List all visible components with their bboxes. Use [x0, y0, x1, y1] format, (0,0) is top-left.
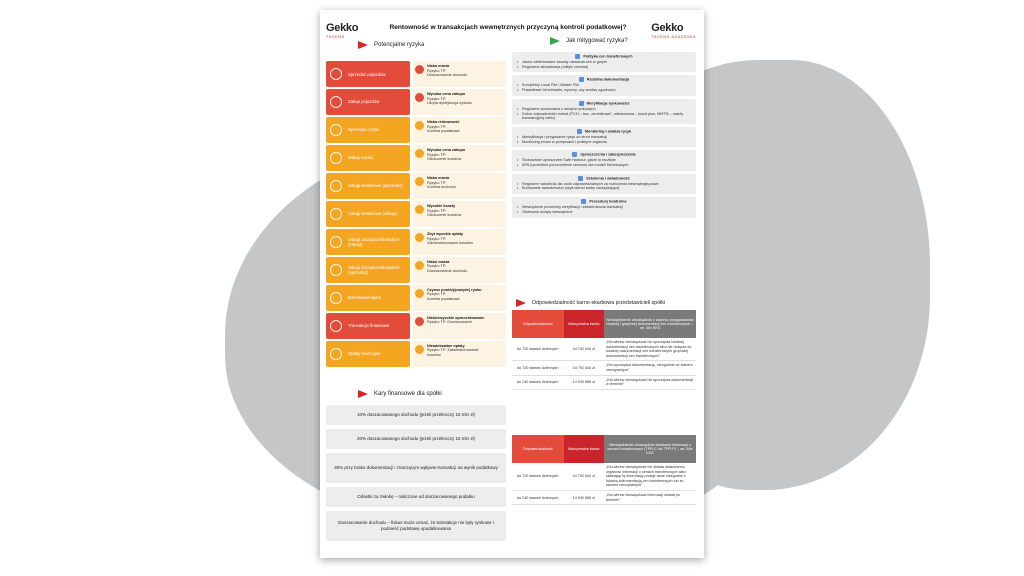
risk-category-label: Dzierżawa/najem — [348, 295, 381, 301]
risk-description — [413, 341, 506, 367]
mitigation-box — [512, 52, 696, 72]
table-row — [512, 375, 696, 389]
mitigation-item: • Prawidłowe benchmarki, wyceny, czy analizy zgodności — [517, 88, 691, 93]
risk-line: Ryzyko TP: — [427, 236, 447, 241]
mitigation-item: • Monitoring zmian w przepisach i praktyce organów — [517, 140, 691, 145]
mitigation-item: • Kompletny Local File i Master File — [517, 83, 691, 88]
mitigation-item: • Jasno zdefiniowane zasady ustalania cen w grupie — [517, 60, 691, 65]
penalties-heading — [358, 390, 442, 398]
risk-line: Ryzyko TP: — [427, 96, 447, 101]
table-cell: „Kto wbrew obowiązkowi nie składa właściwemu organowi informacji o cenach transferowych albo składając tę informację podaje dane niezgodne z lokalną dokumentacją cen transferowych lub ze stanem rzeczywistym" — [604, 463, 696, 490]
table-header-cell: Niedopełnienie obowiązków składania informacji o cenach transferowych (TPR-C lub TPR-P) – art. 80e KKS — [604, 435, 696, 463]
risk-category — [326, 341, 410, 367]
table-row — [512, 490, 696, 504]
mitigation-title — [517, 199, 691, 204]
risk-text — [427, 341, 479, 367]
risk-line: Ryzyko TP: Doszacowanie — [427, 320, 473, 325]
mitigation-title-label: Polityka cen transferowych — [583, 54, 633, 59]
mitigation-box — [512, 150, 696, 170]
risk-category — [326, 229, 410, 255]
logo-right-sub: TAXENS AKADEMIA — [651, 34, 696, 39]
mitigation-icon — [578, 176, 583, 181]
mitigation-title-label: Rzetelna dokumentacja — [586, 77, 630, 82]
mitigation-title-label: Weryfikacja rynkowości — [586, 101, 630, 106]
risk-category-label: Usługi zarządcze/doradcze (zakup) — [348, 236, 400, 247]
mitigation-heading — [550, 37, 628, 45]
risk-row — [326, 89, 506, 116]
risk-category — [326, 117, 410, 143]
risk-text — [427, 117, 460, 143]
risk-alert-icon — [415, 289, 424, 298]
risk-title: Nisko marża — [427, 259, 450, 264]
risk-row — [326, 201, 506, 228]
risk-description — [413, 173, 506, 199]
risk-line: Odrzucenie kosztów — [427, 213, 462, 218]
risk-text — [427, 229, 473, 255]
steering-wheel-icon — [330, 96, 342, 108]
risk-row — [326, 145, 506, 172]
car-icon — [330, 68, 342, 80]
risk-row — [326, 117, 506, 144]
risk-category — [326, 145, 410, 171]
table-cell: 14 930 880 zł — [564, 490, 604, 504]
risk-description — [413, 117, 506, 143]
risk-line: Ryzyko TP: — [427, 180, 447, 185]
table-header-row — [512, 310, 696, 338]
liability-heading — [516, 299, 665, 307]
mitigation-title — [517, 152, 691, 157]
risk-category — [326, 257, 410, 283]
risk-description — [413, 201, 506, 227]
table-cell: „Kto sporządza dokumentację, niezgodnie ze stanem rzeczywistym" — [604, 361, 696, 375]
risk-category-label: Sprzedaż części — [348, 127, 380, 133]
arrow-icon — [358, 390, 368, 398]
table-cell: 44 792 640 zł — [564, 338, 604, 361]
risk-description — [413, 61, 506, 87]
table-cell: „Kto wbrew obowiązkowi nie sporządza lokalnej dokumentacji cen transferowych albo nie dołącza do lokalnej dokumentacji cen transferowych grupowej dokumentacji cen transferowych" — [604, 338, 696, 361]
mitigation-title — [517, 101, 691, 106]
table-row — [512, 361, 696, 375]
risk-title: Wysoka cena zakupu — [427, 147, 466, 152]
risk-row — [326, 341, 506, 368]
mitigation-icon — [579, 77, 584, 82]
risk-description — [413, 145, 506, 171]
logo-left-sub: TAXENS — [326, 34, 345, 39]
gear-icon — [330, 124, 342, 136]
table-cell: „Kto wbrew obowiązkowi informacji składa po terminie" — [604, 490, 696, 504]
risk-row — [326, 285, 506, 312]
table-header-cell: Maksymalna kwota — [564, 435, 604, 463]
penalty-item: 10% doszacowanego dochodu (jeżeli przekroczy 15 mln zł) — [326, 405, 506, 425]
mitigation-item: • Okresowe audyty wewnętrzne — [517, 210, 691, 215]
penalties-heading-label: Kary finansowe dla spółki — [374, 391, 442, 397]
risk-category-label: Zakup pojazdów — [348, 99, 380, 105]
mitigation-box — [512, 197, 696, 217]
lightbulb-icon — [330, 236, 342, 248]
penalty-item: Odsetki za zwłokę – naliczone od doszacowanego podatku — [326, 487, 506, 507]
liability-table-1 — [512, 310, 696, 390]
risk-title: Wysokie koszty — [427, 203, 456, 208]
risk-category-label: Zakup części — [348, 155, 374, 161]
mitigation-item: • Stosowanie uproszczeń Safe Harbour, gdzie to możliwe — [517, 158, 691, 163]
risk-text — [427, 201, 461, 227]
penalty-item: 20% doszacowanego dochodu (jeżeli przekroczy 15 mln zł) — [326, 429, 506, 449]
logo-right-text: Gekko — [651, 22, 684, 34]
table-row — [512, 463, 696, 490]
risk-text — [427, 257, 467, 283]
table-cell: 14 930 880 zł — [564, 375, 604, 389]
risk-title: Nieadekwatne opłaty — [427, 343, 465, 348]
logo-left-text: Gekko — [326, 22, 359, 34]
risk-alert-icon — [415, 177, 424, 186]
risk-category-label: Usługi serwisowe (zakup) — [348, 211, 397, 217]
risk-title: Zbyt wysokie opłaty — [427, 231, 464, 236]
mitigation-title — [517, 54, 691, 59]
risk-text — [427, 145, 465, 171]
mitigation-item: • Budowanie świadomości ryzyk wśród kadry zarządzającej — [517, 186, 691, 191]
risk-row — [326, 61, 506, 88]
risk-category — [326, 61, 410, 87]
mitigation-box — [512, 75, 696, 95]
mitigation-item: • Identyfikacja i przypisanie ryzyk do stron transakcji — [517, 135, 691, 140]
table-header-cell: Maksymalna kwota — [564, 310, 604, 338]
risk-line: Ryzyko TP: — [427, 152, 447, 157]
penalty-item: Doszacowanie dochodu – fiskus może uznać, że transakcje nie były rynkowe i podnieść podstawę opodatkowania — [326, 511, 506, 541]
mitigation-icon — [575, 54, 580, 59]
risk-line: Ryzyko TP: — [427, 292, 447, 297]
risk-category-label: Usługi serwisowe (sprzedaż) — [348, 183, 403, 189]
risk-line: Ryzyko TP: — [427, 208, 447, 213]
risk-text — [427, 61, 467, 87]
risk-row — [326, 313, 506, 340]
document-page — [320, 10, 704, 558]
risk-line: Ryzyko TP: — [427, 264, 447, 269]
risks-heading — [358, 41, 424, 49]
risk-alert-icon — [415, 65, 424, 74]
mitigation-heading-label: Jak mitygować ryzyka? — [566, 38, 628, 44]
risk-line: Doszacowanie dochodu — [427, 269, 468, 274]
table-cell: do 240 stawek dziennych — [512, 375, 564, 389]
risk-row — [326, 173, 506, 200]
risk-alert-icon — [415, 205, 424, 214]
penalties-list — [326, 405, 506, 545]
mitigation-box — [512, 127, 696, 147]
table-cell: do 240 stawek dziennych — [512, 490, 564, 504]
risk-text — [427, 285, 481, 311]
mitigation-item: • Regularne szkolenia dla osób odpowiedzialnych za rozliczenia wewnątrzgrupowe — [517, 182, 691, 187]
table-cell: 44 792 640 zł — [564, 463, 604, 490]
mitigation-icon — [581, 199, 586, 204]
risk-title: Niska marża — [427, 175, 450, 180]
risk-alert-icon — [415, 233, 424, 242]
risk-category-label: Usługi zarządcze/doradcze (sprzedaż) — [348, 264, 400, 275]
logo-left — [326, 22, 358, 39]
risk-description — [413, 313, 506, 339]
risk-line: Korekta dochodu — [427, 185, 456, 190]
risk-category-label: Transakcje finansowe — [348, 323, 390, 329]
mitigation-box — [512, 174, 696, 194]
risk-row — [326, 229, 506, 256]
car-service-icon — [330, 180, 342, 192]
mitigation-icon — [572, 152, 577, 157]
risk-category-label: Opłaty licencyjne — [348, 351, 381, 357]
mitigation-item: • Dobór odpowiednich metod (PCN – tzw. „ceninikowa", odkosztowa – koszt plus, MMTN – marży transakcyjnej netto) — [517, 112, 691, 121]
mitigation-title — [517, 77, 691, 82]
risk-alert-icon — [415, 345, 424, 354]
mitigation-box — [512, 99, 696, 124]
table-header-cell: Niedopełnienie obowiązków z zakresu przygotowania lokalnej i grupowej dokumentacji cen transferowych – art. 56c KKS — [604, 310, 696, 338]
car-service-icon — [330, 208, 342, 220]
logo-right — [651, 22, 696, 39]
risk-title: Niskie/wysokie oprocentowanie — [427, 315, 485, 320]
mitigation-title-label: Monitoring i analiza ryzyk — [584, 129, 632, 134]
risk-title: Czynsz poniżej/powyżej rynku — [427, 287, 482, 292]
risk-alert-icon — [415, 317, 424, 326]
risk-line: Ukryta dystrybucja zysków — [427, 101, 472, 106]
mitigation-title-label: Uproszczenia i zabezpieczenia — [580, 152, 636, 157]
penalty-item: 30% przy braku dokumentacji i znaczącym wpływie transakcji na wynik podatkowy — [326, 453, 506, 483]
risk-category-label: Sprzedaż pojazdów — [348, 71, 386, 77]
risk-category — [326, 285, 410, 311]
mitigation-title — [517, 176, 691, 181]
arrow-icon — [550, 37, 560, 45]
license-icon — [330, 348, 342, 360]
mitigation-list — [512, 52, 696, 221]
risk-title: Wysoka cena zakupu — [427, 91, 466, 96]
mitigation-title — [517, 129, 691, 134]
risk-title: Niska marża — [427, 64, 450, 68]
table-header-cell: Odpowiedzialność — [512, 435, 564, 463]
table-cell: do 720 stawek dziennych — [512, 361, 564, 375]
mitigation-item: • Wewnętrzne procedury weryfikacji i zatwierdzania transakcji — [517, 205, 691, 210]
risk-text — [427, 89, 472, 115]
table-row — [512, 338, 696, 361]
risk-list — [326, 61, 506, 369]
liability-table-2 — [512, 435, 696, 505]
mitigation-title-label: Procedury kontrolne — [589, 199, 627, 204]
risk-line: Ryzyko TP: — [427, 124, 447, 129]
risk-alert-icon — [415, 149, 424, 158]
risk-line: Korekta podatkowa — [427, 129, 460, 134]
risk-line: Odrzucenie kosztów — [427, 157, 462, 162]
table-cell: 44 792 640 zł — [564, 361, 604, 375]
risk-alert-icon — [415, 261, 424, 270]
risk-category — [326, 173, 410, 199]
mitigation-item: • APA (uprzednie porozumienie cenowe) dla modeli biznesowych — [517, 163, 691, 168]
risk-alert-icon — [415, 121, 424, 130]
risk-line: kosztów — [427, 353, 441, 358]
risk-description — [413, 229, 506, 255]
table-cell: do 720 stawek dziennych — [512, 463, 564, 490]
arrow-icon — [516, 299, 526, 307]
mitigation-icon — [577, 129, 582, 134]
risk-row — [326, 257, 506, 284]
risk-line: Zakwestionowanie kosztów — [427, 241, 474, 246]
risk-line: Doszacowanie dochodu — [427, 73, 468, 78]
table-header-row — [512, 435, 696, 463]
risk-category — [326, 313, 410, 339]
risk-category — [326, 201, 410, 227]
liability-heading-label: Odpowiedzialność karno-skarbowa przedstawicieli spółki — [532, 300, 666, 306]
risk-alert-icon — [415, 93, 424, 102]
page-title: Rentowność w transakcjach wewnętrznych przyczyną kontroli podatkowej? — [389, 24, 627, 31]
mitigation-icon — [579, 101, 584, 106]
people-icon — [330, 264, 342, 276]
gears-icon — [330, 152, 342, 164]
risk-text — [427, 173, 456, 199]
risk-line: Ryzyko TP: — [427, 68, 447, 73]
document-icon — [330, 320, 342, 332]
risks-heading-label: Potencjalne ryzyka — [374, 42, 425, 48]
mitigation-title-label: Szkolenia i świadomość — [586, 176, 630, 181]
risk-description — [413, 89, 506, 115]
risk-line: Ryzyko TP: Zakwestionowanie — [427, 348, 479, 353]
table-cell: do 720 stawek dziennych — [512, 338, 564, 361]
mitigation-item: • Regularne porównania z danymi rynkowymi — [517, 107, 691, 112]
risk-text — [427, 313, 484, 339]
risk-title: Niska rentowność — [427, 119, 460, 124]
risk-line: Korekta podatkowa — [427, 297, 460, 302]
risk-category — [326, 89, 410, 115]
table-header-cell: Odpowiedzialność — [512, 310, 564, 338]
table-cell: „Kto wbrew obowiązkowi nie sporządza dokumentacji w terminie" — [604, 375, 696, 389]
risk-description — [413, 285, 506, 311]
mitigation-item: • Regularna aktualizacja polityki cenowej — [517, 65, 691, 70]
handshake-icon — [330, 292, 342, 304]
risk-description — [413, 257, 506, 283]
arrow-icon — [358, 41, 368, 49]
